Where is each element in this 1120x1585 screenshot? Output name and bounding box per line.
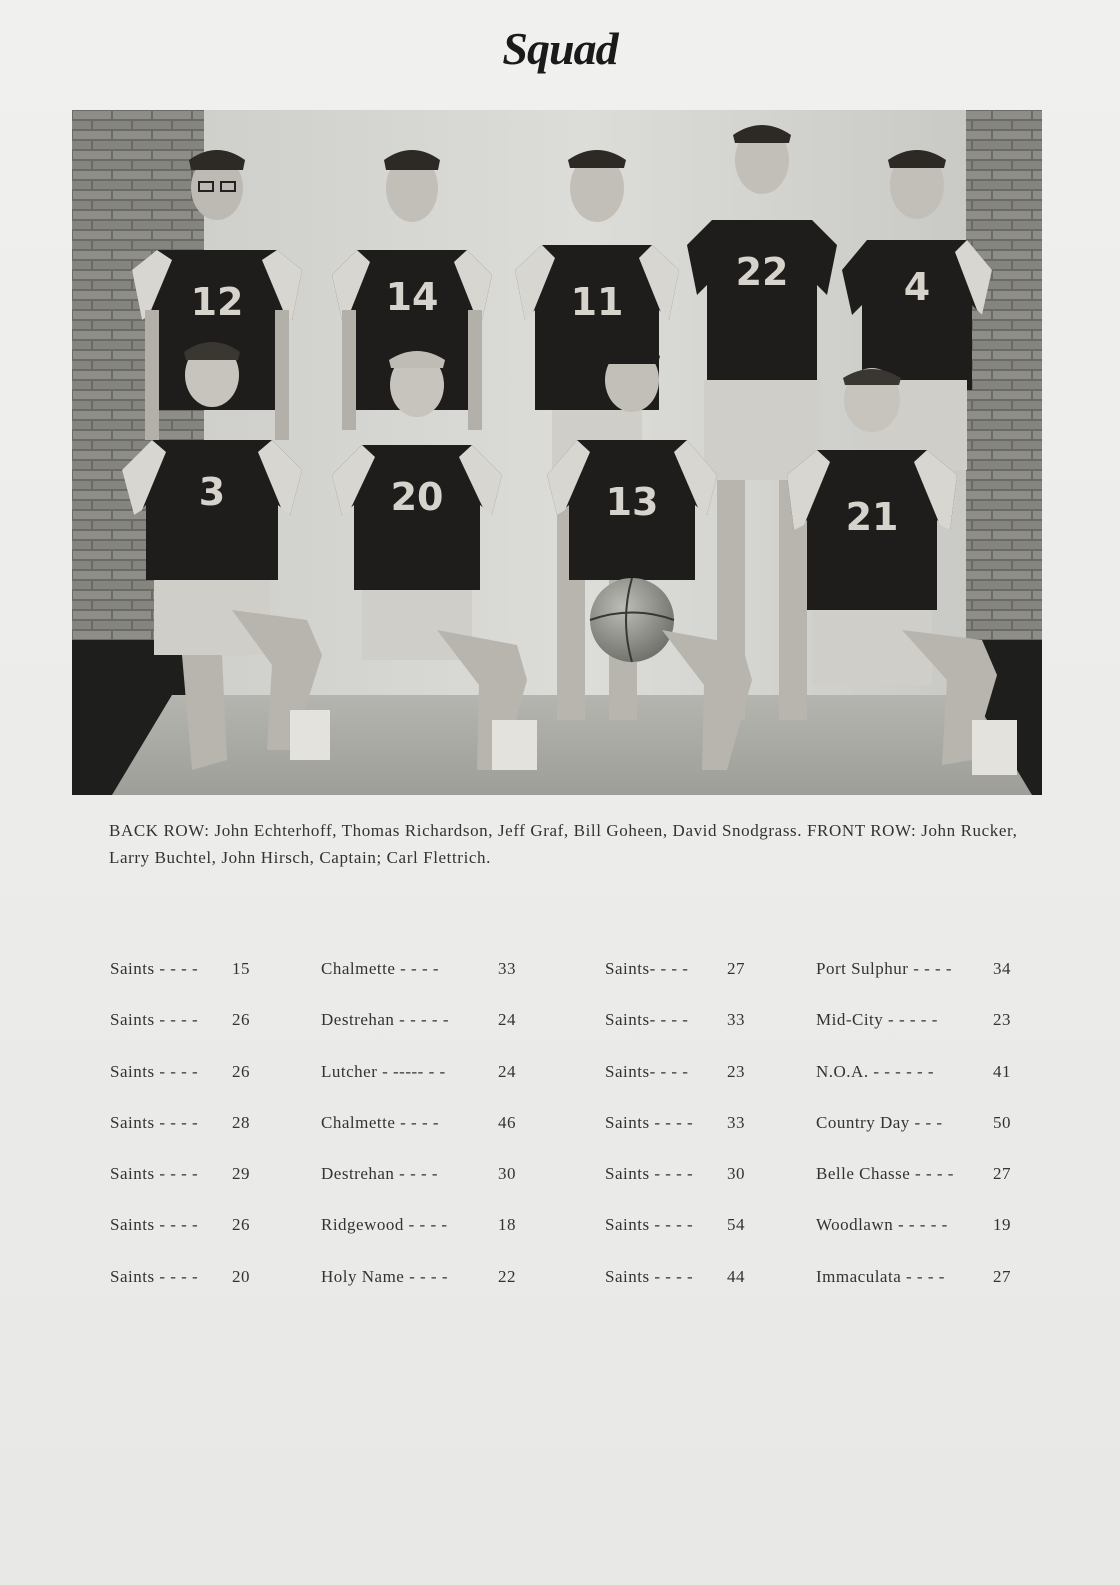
basketball bbox=[590, 578, 674, 662]
score-row bbox=[110, 1113, 1030, 1164]
score-cell: N.O.A. - - - - - - 41 bbox=[816, 1061, 1011, 1081]
score-row bbox=[110, 959, 1030, 1010]
score-cell: Chalmette - - - - 46 bbox=[321, 1112, 516, 1132]
score-cell: Destrehan - - - - - 24 bbox=[321, 1010, 516, 1030]
jersey-number: 11 bbox=[570, 280, 624, 324]
score-cell: Saints - - - - 20 bbox=[110, 1266, 250, 1286]
score-cell: Holy Name - - - - 22 bbox=[321, 1266, 516, 1286]
team-photo bbox=[72, 110, 1042, 795]
score-cell: Saints - - - - 29 bbox=[110, 1164, 250, 1184]
jersey-number: 12 bbox=[190, 280, 244, 324]
score-cell: Chalmette - - - - 33 bbox=[321, 959, 516, 978]
team-photo-drawing bbox=[72, 110, 1042, 795]
jersey-number: 21 bbox=[845, 495, 899, 539]
score-cell: Saints - - - - 26 bbox=[110, 1061, 250, 1081]
score-cell: Saints - - - - 33 bbox=[605, 1112, 745, 1132]
score-cell: Destrehan - - - - 30 bbox=[321, 1164, 516, 1184]
score-cell: Saints - - - - 44 bbox=[605, 1266, 745, 1286]
score-cell: Saints- - - - 23 bbox=[605, 1061, 745, 1081]
score-cell: Saints - - - - 28 bbox=[110, 1112, 250, 1132]
score-cell: Mid-City - - - - - 23 bbox=[816, 1010, 1011, 1030]
score-row bbox=[110, 1164, 1030, 1215]
score-cell: Saints - - - - 26 bbox=[110, 1010, 250, 1030]
score-cell: Saints- - - - 27 bbox=[605, 959, 745, 978]
score-row bbox=[110, 1215, 1030, 1266]
score-cell: Woodlawn - - - - - 19 bbox=[816, 1215, 1011, 1235]
jersey-number: 13 bbox=[605, 480, 659, 524]
score-cell: Port Sulphur - - - - 34 bbox=[816, 959, 1011, 978]
score-cell: Saints - - - - 30 bbox=[605, 1164, 745, 1184]
season-scores bbox=[110, 959, 1030, 1318]
score-cell: Country Day - - - 50 bbox=[816, 1112, 1011, 1132]
score-row bbox=[110, 1062, 1030, 1113]
jersey-number: 20 bbox=[390, 475, 444, 519]
score-cell: Lutcher - ----- - - 24 bbox=[321, 1061, 516, 1081]
score-cell: Saints - - - - 54 bbox=[605, 1215, 745, 1235]
jersey-number: 14 bbox=[385, 275, 439, 319]
score-row bbox=[110, 1010, 1030, 1061]
score-cell: Ridgewood - - - - 18 bbox=[321, 1215, 516, 1235]
jersey-number: 4 bbox=[903, 265, 931, 309]
score-cell: Immaculata - - - - 27 bbox=[816, 1266, 1011, 1286]
score-row bbox=[110, 1267, 1030, 1318]
jersey-number: 22 bbox=[735, 250, 789, 294]
score-cell: Belle Chasse - - - - 27 bbox=[816, 1164, 1011, 1184]
score-cell: Saints - - - - 15 bbox=[110, 959, 250, 978]
jersey-number: 3 bbox=[198, 470, 226, 514]
photo-caption: BACK ROW: John Echterhoff, Thomas Richardson, Jeff Graf, Bill Goheen, David Snodgrass. FRONT ROW: John Rucker, Larry Buchtel, John Hirsch, Captain; Carl Flettrich. bbox=[109, 821, 1018, 867]
page-title: Squad bbox=[502, 23, 618, 74]
score-cell: Saints- - - - 33 bbox=[605, 1010, 745, 1030]
score-cell: Saints - - - - 26 bbox=[110, 1215, 250, 1235]
